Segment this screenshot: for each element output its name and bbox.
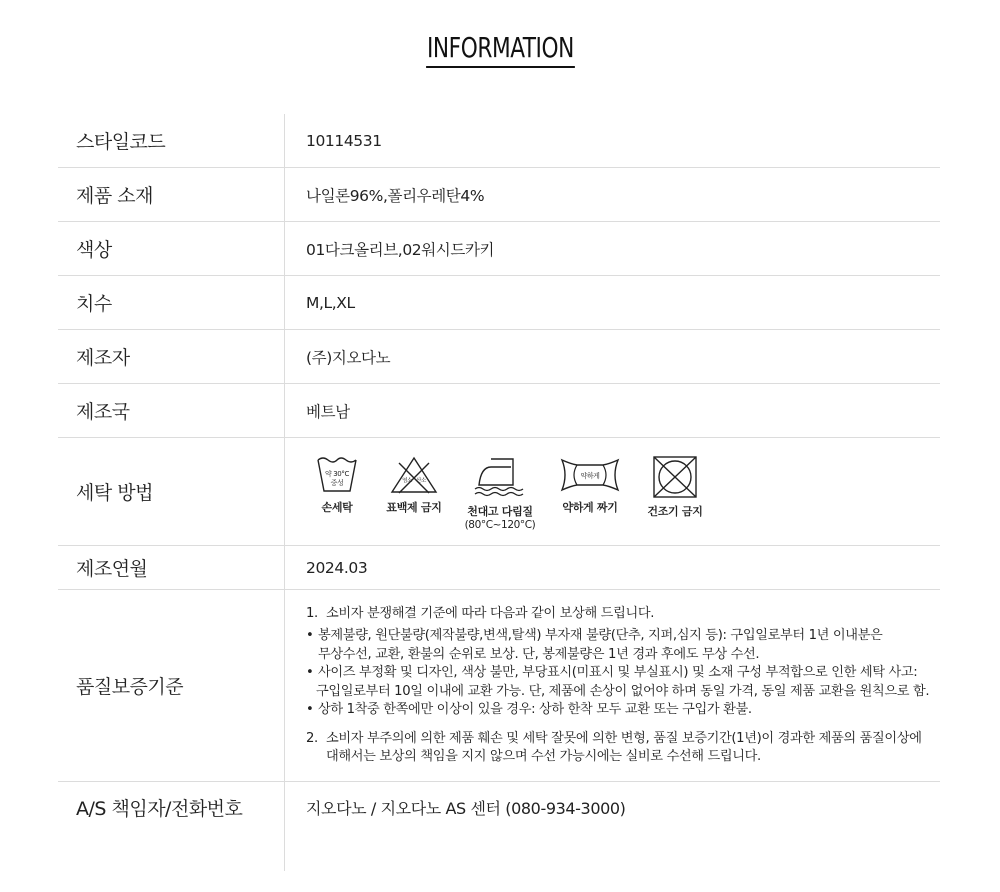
table-row [58,276,940,330]
iron-cloth-icon [473,455,527,499]
bullet-1-line2: 무상수선, 교환, 환불의 순위로 보상. 단, 봉제불량은 1년 경과 후에도 무상 수선. [318,646,760,662]
table-row [58,546,940,590]
no-tumble-dry-icon [652,455,698,499]
country-value: 베트남 [285,384,941,438]
iron-caption: 천대고 다림질 [467,505,533,518]
bullet-2-line2: 구입일로부터 10일 이내에 교환 가능. 단, 제품에 손상이 없어야 하며 동일 가격, 동일 제품 교환을 원칙으로 함. [316,683,930,699]
table-row [58,114,940,168]
quality-bullet-list [306,627,940,720]
bullet-2-line1: 사이즈 부정확 및 디자인, 색상 불만, 부당표시(미표시 및 부실표시) 및 소재 구성 부적합으로 인한 세탁 사고: [318,665,918,680]
size-value: M,L,XL [285,276,941,330]
wring-inner-label: 약하게 [580,472,600,480]
page-title: INFORMATION [426,30,575,68]
country-label: 제조국 [58,384,285,438]
quality-item-1-text: 소비자 분쟁해결 기준에 따라 다음과 같이 보상해 드립니다. [326,605,655,621]
bullet-dot: • [306,628,314,643]
no-bleach-oxygen: 산소 [416,478,426,484]
quality-item-2-line1: 소비자 부주의에 의한 제품 훼손 및 세탁 잘못에 의한 변형, 품질 보증기간(1년)이 경과한 제품의 품질이상에 [326,730,922,746]
as-value: 지오다노 / 지오다노 AS 센터 (080-934-3000) [285,782,941,872]
hand-wash-icon [315,455,359,495]
gentle-wring-icon [559,455,621,495]
size-label: 치수 [58,276,285,330]
wring-caption: 약하게 짜기 [562,501,618,514]
list-item [306,627,940,664]
care-item-no-bleach [378,455,450,515]
material-value: 나일론96%,폴리우레탄4% [285,168,941,222]
maker-value: (주)지오다노 [285,330,941,384]
table-row [58,438,940,546]
date-value: 2024.03 [285,546,941,590]
list-item [306,664,940,701]
bullet-3-line1: 상하 1착중 한쪽에만 이상이 있을 경우: 상하 한착 모두 교환 또는 구입가 환불. [318,702,752,717]
care-symbols [306,455,940,532]
table-row [58,168,940,222]
care-item-no-dryer [640,455,710,519]
maker-label: 제조자 [58,330,285,384]
title-wrap [0,30,1000,68]
no-bleach-icon [389,455,439,495]
table-row [58,222,940,276]
color-label: 색상 [58,222,285,276]
material-label: 제품 소재 [58,168,285,222]
care-label: 세탁 방법 [58,438,285,546]
care-value [285,438,941,546]
table-row [58,330,940,384]
quality-value [285,590,941,782]
quality-label: 품질보증기준 [58,590,285,782]
quality-text [306,605,940,767]
care-item-hand-wash [306,455,368,515]
list-item [306,701,940,720]
quality-item-2-line2: 대해서는 보상의 책임을 지지 않으며 수선 가능시에는 실비로 수선해 드립니다. [326,749,761,764]
as-label: A/S 책임자/전화번호 [76,798,243,820]
bullet-dot: • [306,665,314,680]
hand-wash-caption: 손세탁 [321,501,353,514]
bullet-1-line1: 봉제불량, 원단불량(제작불량,변색,탈색) 부자재 불량(단추, 지퍼,심지 등): 구입일로부터 1년 이내분은 [318,628,883,643]
table-row [58,384,940,438]
info-table [58,114,940,871]
care-item-iron [460,455,540,532]
quality-item-2-num: 2. [306,730,318,746]
iron-temp-range: (80°C~120°C) [464,519,536,531]
style-code-label: 스타일코드 [58,114,285,168]
quality-item-1-num: 1. [306,605,318,621]
no-bleach-caption: 표백제 금지 [386,501,442,514]
table-row [58,782,940,872]
date-label: 제조연월 [58,546,285,590]
hand-wash-temp: 약 30°C [325,470,349,478]
no-bleach-chlorine: 염소 [402,478,412,484]
quality-item-2 [306,730,940,767]
care-item-wring [550,455,630,515]
no-dryer-caption: 건조기 금지 [647,505,703,518]
hand-wash-neutral: 중성 [330,479,344,487]
style-code-value: 10114531 [285,114,941,168]
table-row [58,590,940,782]
quality-item-1 [306,605,940,624]
color-value: 01다크올리브,02워시드카키 [285,222,941,276]
bullet-dot: • [306,702,314,717]
